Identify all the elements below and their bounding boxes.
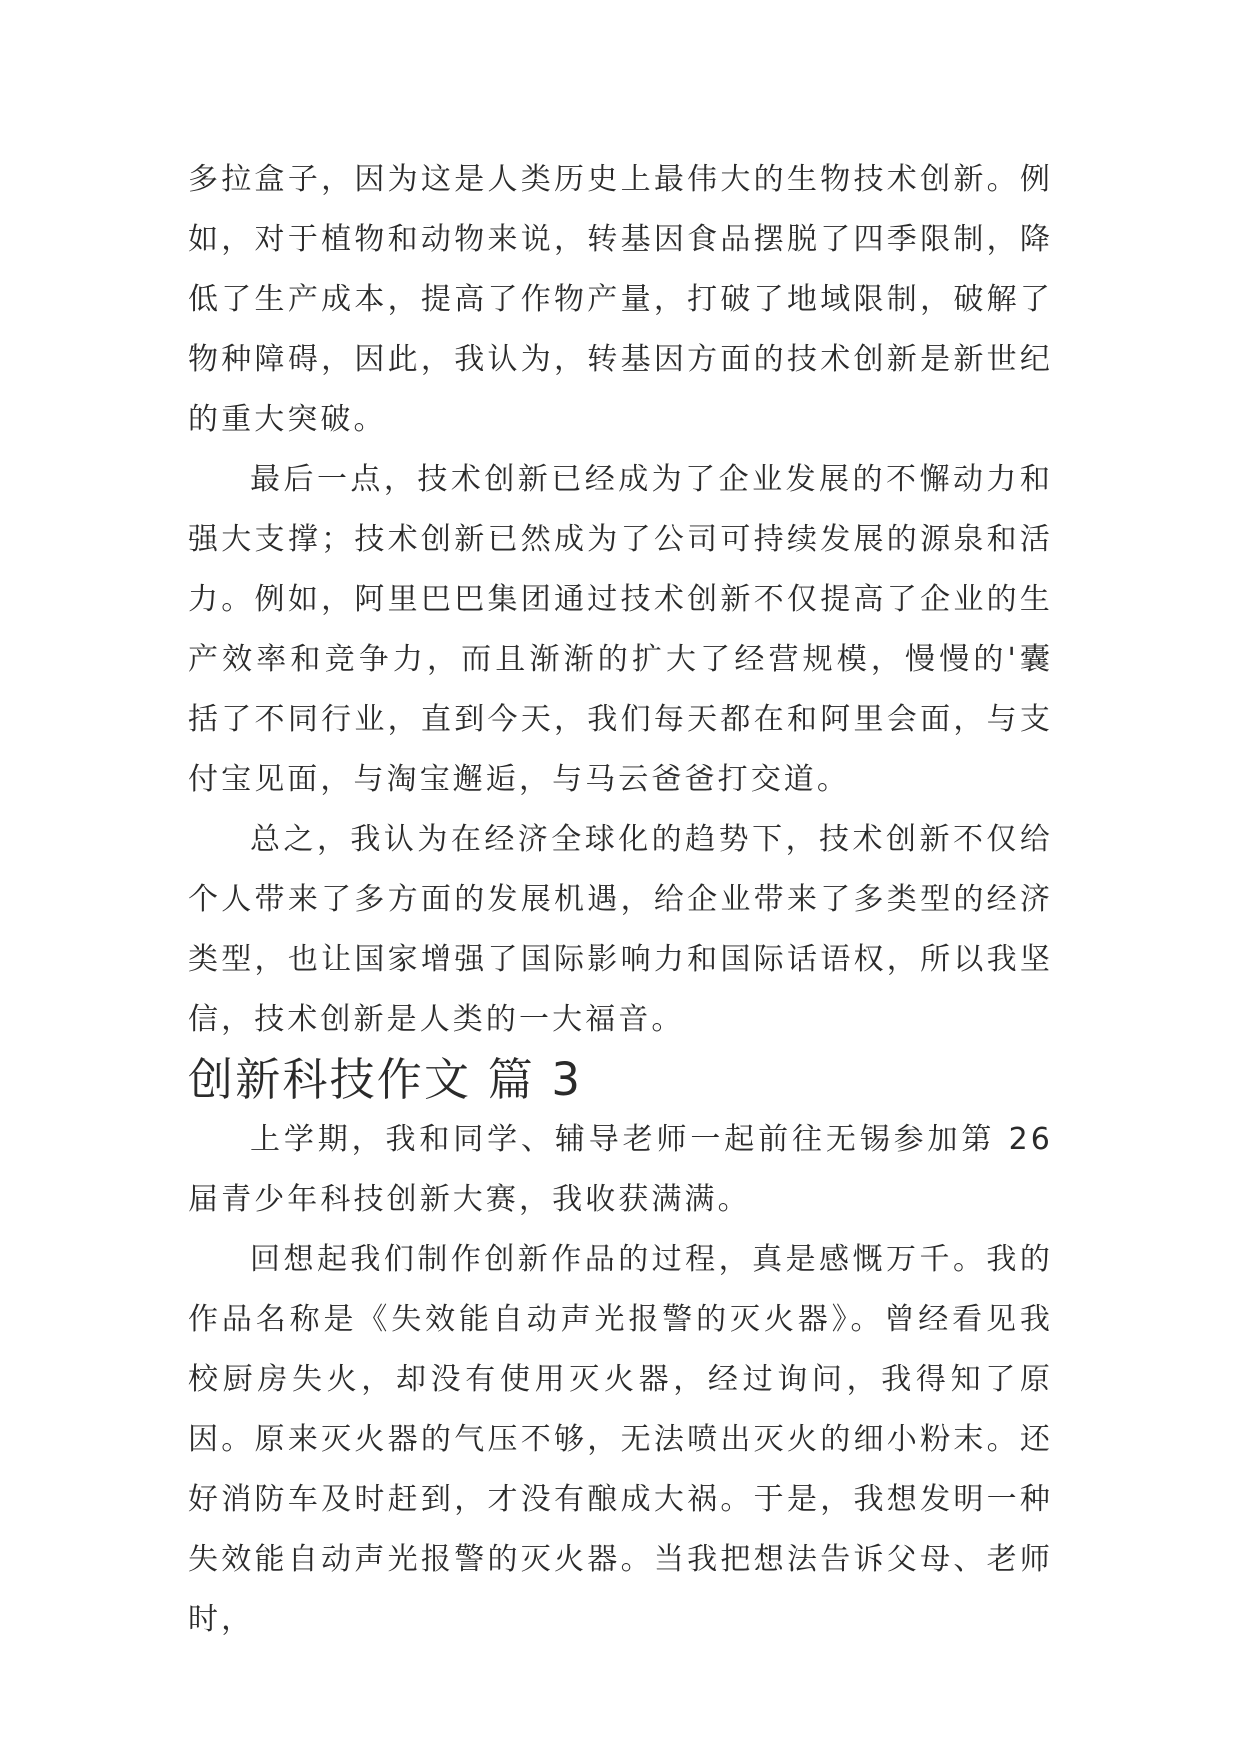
- paragraph-invention-story: 回想起我们制作创新作品的过程，真是感慨万千。我的作品名称是《失效能自动声光报警的灭火器》。曾经看见我校厨房失火，却没有使用灭火器，经过询问，我得知了原因。原来灭火器的气压不够，无法喷出灭火的细小粉末。还好消防车及时赶到，才没有酿成大祸。于是，我想发明一种失效能自动声光报警的灭火器。当我把想法告诉父母、老师时，: [188, 1242, 1053, 1637]
- paragraph-competition: 上学期，我和同学、辅导老师一起前往无锡参加第 26 届青少年科技创新大赛，我收获满满。: [188, 1122, 1053, 1217]
- paragraph-continuation: 多拉盒子，因为这是人类历史上最伟大的生物技术创新。例如，对于植物和动物来说，转基因食品摆脱了四季限制，降低了生产成本，提高了作物产量，打破了地域限制，破解了物种障碍，因此，我认为，转基因方面的技术创新是新世纪的重大突破。: [188, 162, 1053, 437]
- paragraph-conclusion: 总之，我认为在经济全球化的趋势下，技术创新不仅给个人带来了多方面的发展机遇，给企业带来了多类型的经济类型，也让国家增强了国际影响力和国际话语权，所以我坚信，技术创新是人类的一大福音。: [188, 822, 1053, 1037]
- paragraph-innovation-enterprise: 最后一点，技术创新已经成为了企业发展的不懈动力和强大支撑；技术创新已然成为了公司可持续发展的源泉和活力。例如，阿里巴巴集团通过技术创新不仅提高了企业的生产效率和竞争力，而且渐渐的扩大了经营规模，慢慢的'囊括了不同行业，直到今天，我们每天都在和阿里会面，与支付宝见面，与淘宝邂逅，与马云爸爸打交道。: [188, 462, 1053, 797]
- section-heading: 创新科技作文 篇 3: [188, 1053, 583, 1106]
- document-body: [188, 150, 1053, 1650]
